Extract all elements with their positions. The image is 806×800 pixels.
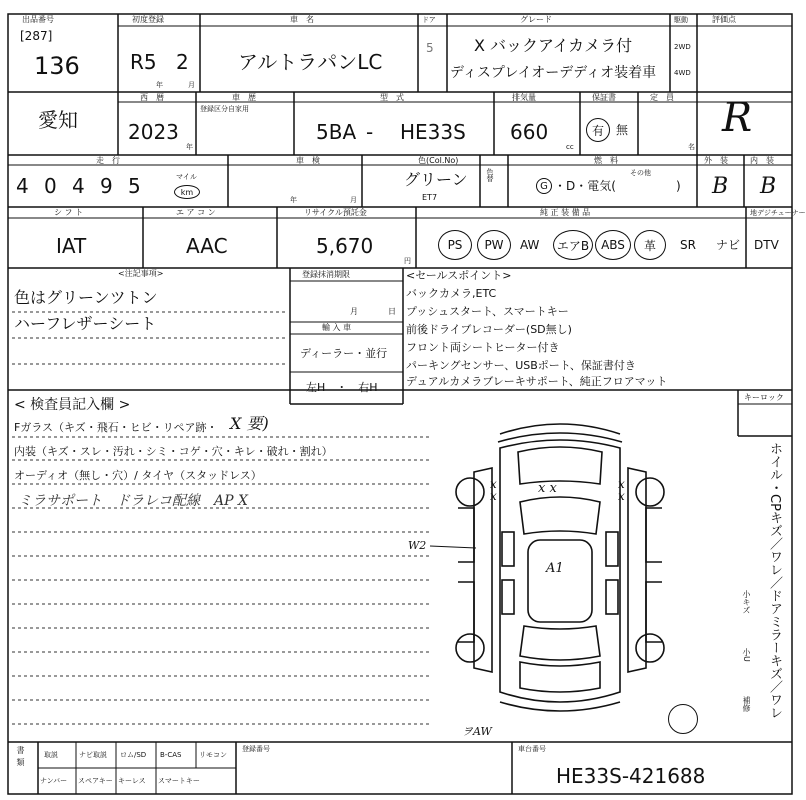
equipment-header: 純 正 装 備 品 — [540, 208, 591, 217]
import-header: 輸 入 車 — [322, 323, 352, 332]
sales-point-5: パーキングセンサー、USBポート、保証書付き — [406, 359, 636, 372]
doc-navi-manual: ナビ取説 — [79, 751, 107, 759]
aircon-value: AAC — [186, 234, 228, 258]
color-header: 色(Col.No) — [418, 156, 459, 165]
doc-smart-key: スマートキー — [158, 777, 200, 785]
sales-point-3: 前後ドライブレコーダー(SD無し) — [406, 323, 572, 336]
equipment-leather-label: 革 — [643, 238, 656, 253]
mileage-digit-1: 4 — [16, 174, 29, 198]
sales-point-1: バックカメラ,ETC — [406, 287, 497, 300]
yen-unit: 円 — [404, 257, 411, 265]
regulation-note: 登録区分自家用 — [200, 105, 249, 113]
exterior-header: 外 装 — [704, 156, 728, 165]
aircon-header: エ ア コ ン — [176, 208, 216, 217]
reg-number-header: 登録番号 — [242, 745, 270, 753]
side-legend-small-scratch: 小キズ — [742, 590, 751, 614]
side-legend-small-u: 小U — [742, 648, 751, 662]
color-name: グリーン — [404, 170, 468, 189]
first-registration-header: 初度登録 — [132, 15, 164, 24]
reg-deadline-month: 月 — [350, 307, 358, 316]
mileage-digit-5: 5 — [128, 174, 141, 198]
fuel-rest: ・D・電気( — [554, 179, 616, 193]
car-damage-diagram — [440, 412, 680, 742]
mileage-digit-2: 0 — [44, 174, 57, 198]
equipment-sr: SR — [680, 238, 696, 252]
doc-rom-sd: ロム/SD — [120, 751, 147, 759]
year-value: 2023 — [128, 120, 179, 144]
model-year-header: 西 暦 — [140, 93, 164, 102]
interior-grade: B — [760, 174, 777, 199]
score-value: R — [722, 95, 753, 141]
doc-remote: リモコン — [199, 751, 227, 759]
mileage-header: 走 行 — [96, 156, 120, 165]
mark-w2: W2 — [408, 539, 427, 552]
equipment-pw-label: PW — [484, 238, 504, 252]
model-header: 型 式 — [380, 93, 404, 102]
recycle-header: リサイクル預託金 — [304, 208, 367, 217]
mark-xx-right: x x — [618, 477, 625, 503]
door-value: 5 — [426, 41, 434, 55]
inspector-fglass: Fガラス（キズ・飛石・ヒビ・リペア跡・ — [14, 421, 218, 434]
shift-header: シ フ ト — [54, 208, 84, 217]
fuel-gas: G — [540, 180, 548, 192]
cc-unit: cc — [566, 143, 574, 151]
inspection-year-unit: 年 — [290, 196, 297, 204]
warranty-header: 保証書 — [592, 93, 616, 102]
model-code: HE33S — [400, 120, 466, 144]
reg-deadline-day: 日 — [388, 307, 396, 316]
inspector-header: < 検査員記入欄 > — [14, 397, 131, 413]
spare-tire-icon — [668, 704, 698, 734]
equipment-leather — [634, 230, 666, 260]
model-prefix: 5BA — [316, 120, 357, 144]
fuel-header: 燃 料 — [594, 156, 618, 165]
lot-number-header: 出品番号 — [22, 15, 54, 24]
mileage-unit-km-circle — [174, 185, 200, 199]
drive-4wd: 4WD — [674, 69, 691, 77]
inspector-audio-tire: オーディオ（無し・穴）/ タイヤ（スタッドレス） — [14, 469, 262, 482]
equipment-abs-label: ABS — [601, 238, 625, 252]
shift-value: IAT — [56, 234, 87, 258]
inspector-fglass-mark: X 要) — [230, 414, 269, 433]
equipment-airbag-label: エアB — [556, 238, 590, 253]
chassis-number-header: 車台番号 — [518, 745, 546, 753]
area-code: [287] — [20, 29, 53, 43]
car-name-header: 車 名 — [290, 15, 314, 24]
mileage-unit-mile: マイル — [176, 173, 197, 181]
first-reg-year-unit: 年 — [156, 81, 163, 89]
mark-a1: A1 — [546, 561, 564, 576]
fuel-gas-circle — [536, 178, 552, 194]
mileage-unit-km: km — [180, 187, 194, 197]
notes-line-1: 色はグリーンツトン — [14, 288, 158, 307]
interior-header: 内 装 — [750, 156, 774, 165]
capacity-header: 定 員 — [650, 93, 674, 102]
doc-number-plate: ナンバー — [40, 777, 68, 785]
equipment-dtv: DTV — [754, 238, 779, 252]
displacement-value: 660 — [510, 120, 549, 144]
documents-header: 書類 — [16, 746, 25, 770]
color-repaint-label: 色替 — [486, 168, 494, 182]
mark-xx-top: x x — [538, 481, 557, 496]
equipment-navi: ナビ — [716, 238, 741, 252]
sales-points-header: <セールスポイント> — [406, 269, 512, 282]
inspector-interior: 内装（キズ・スレ・汚れ・シミ・コゲ・穴・キレ・破れ・割れ） — [14, 445, 333, 458]
lot-number: 136 — [34, 52, 80, 80]
tuner-header: 地デジチューナー — [750, 209, 806, 217]
fuel-close: ) — [676, 179, 681, 193]
notes-header: <注記事項> — [118, 269, 164, 278]
grade-line-1: X バックアイカメラ付 — [474, 36, 633, 55]
doc-keyless: キーレス — [118, 777, 146, 785]
region-value: 愛知 — [38, 108, 78, 132]
displacement-header: 排気量 — [512, 93, 536, 102]
doc-manual: 取説 — [44, 751, 58, 759]
side-legend-vertical: ホイル・CPキズ／ワレ／ドアミラーキズ／ワレ — [767, 442, 782, 719]
first-reg-month: 2 — [176, 50, 189, 74]
mileage-digit-4: 9 — [100, 174, 113, 198]
score-header: 評価点 — [712, 15, 736, 24]
first-reg-month-unit: 月 — [188, 81, 195, 89]
equipment-ps-label: PS — [447, 238, 463, 252]
warranty-yes: 有 — [591, 123, 604, 138]
chassis-number: HE33S-421688 — [556, 764, 706, 788]
inspection-month-unit: 月 — [350, 196, 357, 204]
notes-line-2: ハーフレザーシート — [14, 314, 157, 333]
warranty-no: 無 — [616, 123, 629, 137]
capacity-unit: 名 — [688, 143, 695, 151]
first-reg-era-year: R5 — [130, 50, 157, 74]
mark-bottom: ヲAW — [462, 725, 492, 738]
door-header: ドア — [422, 16, 436, 24]
equipment-aw: AW — [520, 238, 540, 252]
equipment-ps — [438, 230, 472, 260]
fuel-other: その他 — [630, 169, 651, 177]
reg-deadline-header: 登録抹消期限 — [302, 270, 350, 279]
drive-header: 駆動 — [674, 16, 688, 24]
equipment-abs — [595, 230, 631, 260]
equipment-airbag — [553, 230, 593, 260]
import-dealer-parallel: ディーラー・並行 — [300, 347, 388, 360]
grade-header: グレード — [520, 15, 552, 24]
key-lock-header: キーロック — [744, 393, 784, 402]
doc-spare-key: スペアキー — [78, 777, 113, 785]
recycle-fee: 5,670 — [316, 234, 374, 258]
grade-line-2: ディスプレイオーデディオ装着車 — [450, 65, 657, 81]
regulation-header: 車 歴 — [232, 93, 256, 102]
side-legend-repair: 補修 — [742, 696, 751, 712]
mark-xx-left: x x — [490, 477, 497, 503]
equipment-pw — [477, 230, 511, 260]
mileage-digit-3: 4 — [72, 174, 85, 198]
doc-bcas: B-CAS — [160, 751, 182, 759]
sales-point-2: プッシュスタート、スマートキー — [406, 305, 569, 318]
color-code: ET7 — [422, 193, 438, 202]
year-unit: 年 — [186, 143, 193, 151]
inspection-header: 車 検 — [296, 156, 320, 165]
model-dash: - — [366, 120, 374, 144]
car-name-value: アルトラパンLC — [238, 50, 383, 74]
sales-point-6: デュアルカメラブレーキサポート、純正フロアマット — [406, 375, 668, 388]
warranty-yes-circle — [586, 118, 610, 142]
inspector-handwritten-note: ミラサポート ドラレコ配線 AP X — [18, 493, 248, 509]
exterior-grade: B — [712, 174, 729, 199]
sales-point-4: フロント両シートヒーター付き — [406, 341, 560, 354]
import-handle: 左H ・ 右H — [306, 381, 378, 394]
drive-2wd: 2WD — [674, 43, 691, 51]
mark-w2-leader — [428, 536, 478, 556]
